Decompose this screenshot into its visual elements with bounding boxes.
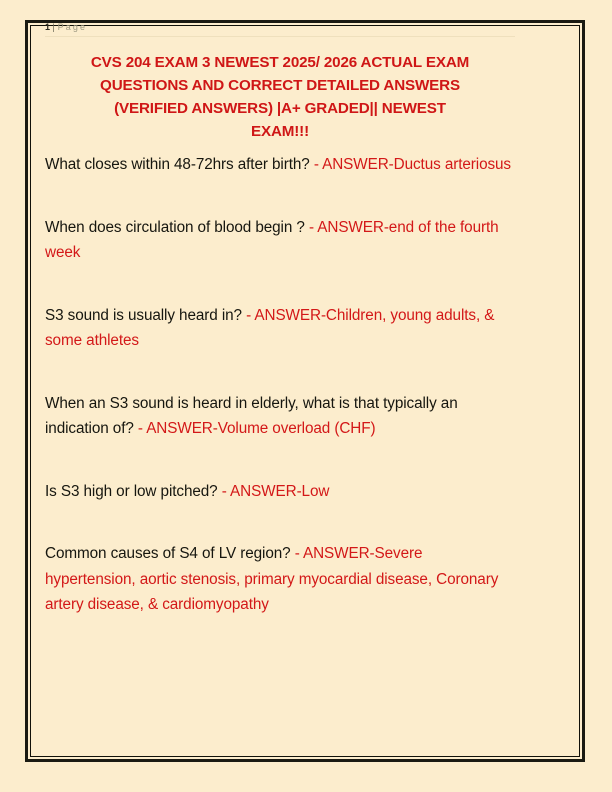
title-line-2: QUESTIONS AND CORRECT DETAILED ANSWERS [100, 77, 460, 94]
qa-question: Common causes of S4 of LV region? [45, 545, 291, 562]
qa-item [45, 479, 515, 505]
qa-item [45, 215, 515, 266]
qa-list [45, 152, 515, 618]
document-title [45, 51, 515, 143]
qa-question: When an S3 sound is heard in elderly, what is that typically an indication of? [45, 394, 458, 437]
page-content [45, 8, 515, 728]
qa-answer: - ANSWER-Severe hypertension, aortic stenosis, primary myocardial disease, Coronary artery disease, & cardiomyopathy [45, 545, 499, 613]
title-line-4: EXAM!!! [250, 123, 309, 140]
qa-item [45, 303, 515, 354]
title-line-1: CVS 204 EXAM 3 NEWEST 2025/ 2026 ACTUAL EXAM [90, 54, 470, 71]
qa-item [45, 152, 515, 178]
qa-answer: - ANSWER-end of the fourth week [45, 218, 499, 261]
qa-answer: - ANSWER-Children, young adults, & some athletes [45, 306, 495, 349]
header-page-label: Page [57, 22, 88, 32]
qa-question: Is S3 high or low pitched? [45, 482, 218, 500]
qa-answer: - ANSWER-Ductus arteriosus [309, 156, 511, 173]
title-line-3: (VERIFIED ANSWERS) |A+ GRADED|| NEWEST [114, 100, 446, 117]
qa-item [45, 541, 515, 618]
qa-item [45, 391, 515, 442]
qa-question: S3 sound is usually heard in? [45, 306, 242, 324]
qa-answer: - ANSWER-Low [217, 482, 330, 500]
header-divider [45, 36, 515, 37]
running-header [45, 8, 515, 33]
qa-answer: - ANSWER-Volume overload (CHF) [133, 420, 376, 437]
page-number: 1 [45, 22, 51, 32]
header-separator: | [52, 22, 55, 32]
qa-question: When does circulation of blood begin ? [45, 218, 305, 236]
qa-question: What closes within 48-72hrs after birth? [45, 156, 310, 173]
